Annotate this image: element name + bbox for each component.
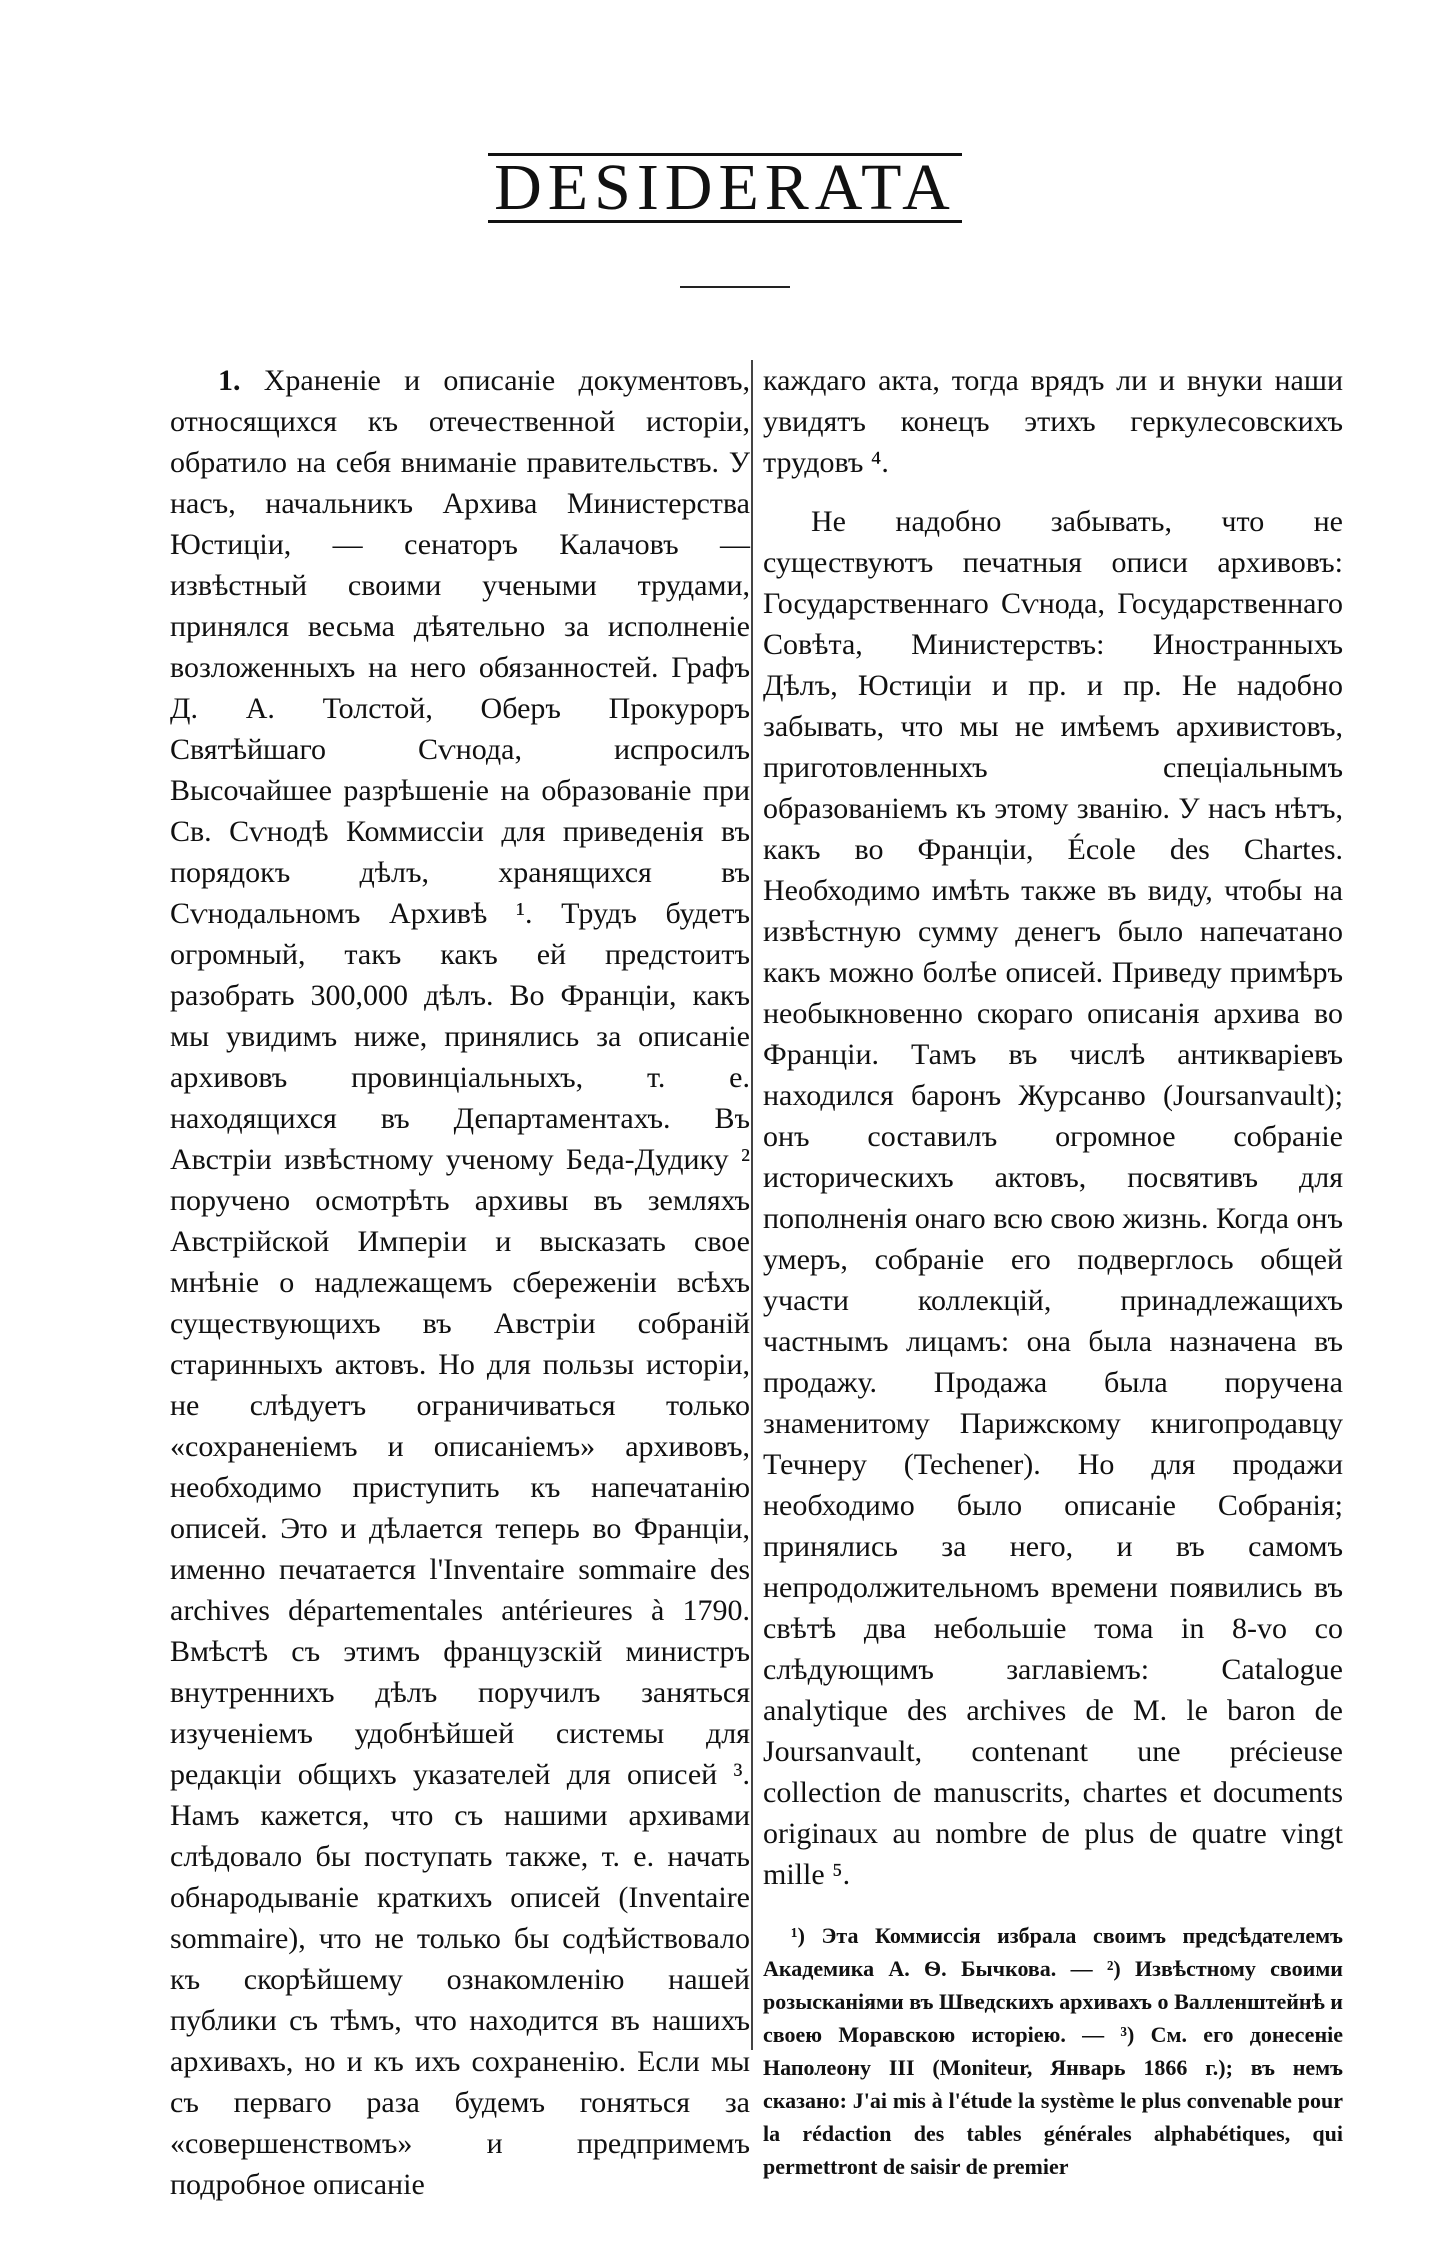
left-column <box>170 360 750 2205</box>
footnotes <box>763 1919 1343 2183</box>
paragraph-number: 1. <box>218 364 241 397</box>
column-divider <box>751 360 753 2050</box>
page-title-text: DESIDERATA <box>488 153 962 223</box>
left-paragraph <box>170 360 750 2205</box>
right-paragraph-1: каждаго акта, тогда врядъ ли и внуки наши увидятъ конецъ этихъ геркулесовскихъ трудовъ ⁴. <box>763 364 1343 479</box>
right-paragraph-2: Не надобно забывать, что не существуютъ печатныя описи архивовъ: Государственнаго Сѵнода, Государственнаго Совѣта, Министерствъ: Иностранныхъ Дѣлъ, Юстиціи и пр. и пр. Не надобно забывать, что мы не имѣемъ архивистовъ, приготовленныхъ спеціальнымъ образованіемъ къ этому званію. У насъ нѣтъ, какъ во Франціи, École des Chartes. Необходимо имѣть также въ виду, чтобы на извѣстную сумму денегъ было напечатано какъ можно болѣе описей. Приведу примѣръ необыкновенно скораго описанія архива во Франціи. Тамъ въ числѣ антикваріевъ находился баронъ Журсанво (Joursanvault); онъ составилъ огромное собраніе историческихъ актовъ, посвятивъ для пополненія онаго всю свою жизнь. Когда онъ умеръ, собраніе его подверглось общей участи коллекцій, принадлежащихъ частнымъ лицамъ: она была назначена въ продажу. Продажа была поручена знаменитому Парижскому книгопродавцу Течнеру (Techener). Но для продажи необходимо было описаніе Собранія; принялись за него, и въ самомъ непродолжительномъ времени появились въ свѣтѣ два небольшіе тома in 8-vo со слѣдующимъ заглавіемъ: Catalogue analytique des archives de M. le baron de Joursanvault, contenant une précieuse collection de manuscrits, chartes et documents originaux au nombre de plus de quatre vingt mille ⁵. <box>763 505 1343 1891</box>
footnote-text: ¹) Эта Коммиссія избрала своимъ предсѣдателемъ Академика А. Ѳ. Бычкова. — ²) Извѣстному своими розысканіями въ Шведскихъ архивахъ о Валленштейнѣ и своею Моравскою исторіею. — ³) См. его донесеніе Наполеону III (Moniteur, Январь 1866 г.); въ немъ сказано: J'ai mis à l'étude la système le plus convenable pour la rédaction des tables générales alphabétiques, qui permettront de saisir de premier <box>763 1923 1343 2179</box>
title-divider-rule <box>680 286 790 288</box>
left-paragraph-text: Храненіе и описаніе документовъ, относящихся къ отечественной исторіи, обратило на себя вниманіе правительствъ. У насъ, начальникъ Архива Министерства Юстиціи, — сенаторъ Калачовъ — извѣстный своими учеными трудами, принялся весьма дѣятельно за исполненіе возложенныхъ на него обязанностей. Графъ Д. А. Толстой, Оберъ Прокуроръ Святѣйшаго Сѵнода, испросилъ Высочайшее разрѣшеніе на образованіе при Св. Сѵнодѣ Коммиссіи для приведенія въ порядокъ дѣлъ, хранящихся въ Сѵнодальномъ Архивѣ ¹. Трудъ будетъ огромный, такъ какъ ей предстоитъ разобрать 300,000 дѣлъ. Во Франціи, какъ мы увидимъ ниже, принялись за описаніе архивовъ провинціальныхъ, т. е. находящихся въ Департаментахъ. Въ Австріи извѣстному ученому Беда-Дудику ² поручено осмотрѣть архивы въ земляхъ Австрійской Имперіи и высказать свое мнѣніе о надлежащемъ сбереженіи всѣхъ существующихъ въ Австріи собраній старинныхъ актовъ. Но для пользы исторіи, не слѣдуетъ ограничиваться только «сохраненіемъ и описаніемъ» архивовъ, необходимо приступить къ напечатанію описей. Это и дѣлается теперь во Франціи, именно печатается l'Inventaire sommaire des archives départementales antérieures à 1790. Вмѣстѣ съ этимъ французскій министръ внутреннихъ дѣлъ поручилъ заняться изученіемъ удобнѣйшей системы для редакціи общихъ указателей для описей ³. Намъ кажется, что съ нашими архивами слѣдовало бы поступать также, т. е. начать обнародываніе краткихъ описей (Inventaire sommaire), что не только бы содѣйствовало къ скорѣйшему ознакомленію нашей публики съ тѣмъ, что находится въ нашихъ архивахъ, но и къ ихъ сохраненію. Если мы съ перваго раза будемъ гоняться за «совершенствомъ» и предпримемъ подробное описаніе <box>170 364 750 2201</box>
page-title <box>0 150 1450 226</box>
right-column <box>763 360 1343 2183</box>
